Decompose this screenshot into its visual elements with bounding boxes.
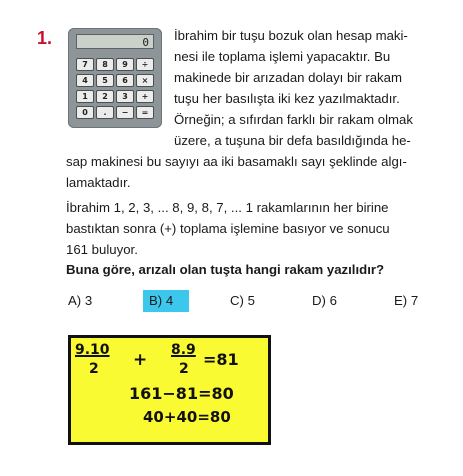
calculator-key: 6 xyxy=(116,74,134,87)
calculator-key: ÷ xyxy=(136,58,154,71)
text-line: lamaktadır. xyxy=(66,175,131,190)
calculator-key: − xyxy=(116,106,134,119)
choice-e[interactable]: E) 7 xyxy=(394,293,419,308)
text-line: tuşu her basılışta iki kez yazılmaktadır. xyxy=(174,91,400,106)
fraction1-denominator: 2 xyxy=(89,361,99,377)
question-prompt: Buna göre, arızalı olan tuşta hangi rakam yazılıdır? xyxy=(66,262,385,277)
text-line: Örneğin; a sıfırdan farklı bir rakam olmak xyxy=(174,112,413,127)
calculator-key: × xyxy=(136,74,154,87)
calculator-key: 5 xyxy=(96,74,114,87)
text-line: üzere, a tuşuna bir defa basıldığında he- xyxy=(174,133,411,148)
choice-d[interactable]: D) 6 xyxy=(312,293,337,308)
choice-c[interactable]: C) 5 xyxy=(230,293,255,308)
equation3: 40+40=80 xyxy=(143,408,231,426)
calculator-key: + xyxy=(136,90,154,103)
calculator-key: 9 xyxy=(116,58,134,71)
text-line: İbrahim bir tuşu bozuk olan hesap maki- xyxy=(174,28,408,43)
fraction1-numerator: 9.10 xyxy=(75,342,110,358)
plus-sign: + xyxy=(133,350,148,370)
text-line: makinede bir arızadan dolayı bir rakam xyxy=(174,70,402,85)
calculator-key: 7 xyxy=(76,58,94,71)
question-number: 1. xyxy=(37,28,53,48)
text-line: bastıktan sonra (+) toplama işlemine basıyor ve sonucu xyxy=(66,221,390,236)
text-line: sap makinesi bu sayıyı aa iki basamaklı sayı şeklinde algı- xyxy=(66,154,407,169)
choice-b[interactable]: B) 4 xyxy=(143,290,189,312)
text-line: nesi ile toplama işlemi yapacaktır. Bu xyxy=(174,49,391,64)
fraction2-denominator: 2 xyxy=(179,361,189,377)
calculator-image xyxy=(68,28,162,128)
equation2: 161−81=80 xyxy=(129,384,234,403)
calculator-display: 0 xyxy=(76,34,154,49)
calculator-key: 4 xyxy=(76,74,94,87)
choice-a[interactable]: A) 3 xyxy=(68,293,93,308)
calculator-key: = xyxy=(136,106,154,119)
text-line: 161 buluyor. xyxy=(66,242,138,257)
equation1-result: =81 xyxy=(203,350,239,369)
handwritten-solution xyxy=(68,335,271,445)
calculator-key: 0 xyxy=(76,106,94,119)
fraction2-numerator: 8.9 xyxy=(171,342,196,358)
text-line: İbrahim 1, 2, 3, ... 8, 9, 8, 7, ... 1 rakamlarının her birine xyxy=(66,200,389,215)
calculator-key: 3 xyxy=(116,90,134,103)
calculator-key: 8 xyxy=(96,58,114,71)
calculator-key: 2 xyxy=(96,90,114,103)
calculator-key: 1 xyxy=(76,90,94,103)
calculator-key: . xyxy=(96,106,114,119)
